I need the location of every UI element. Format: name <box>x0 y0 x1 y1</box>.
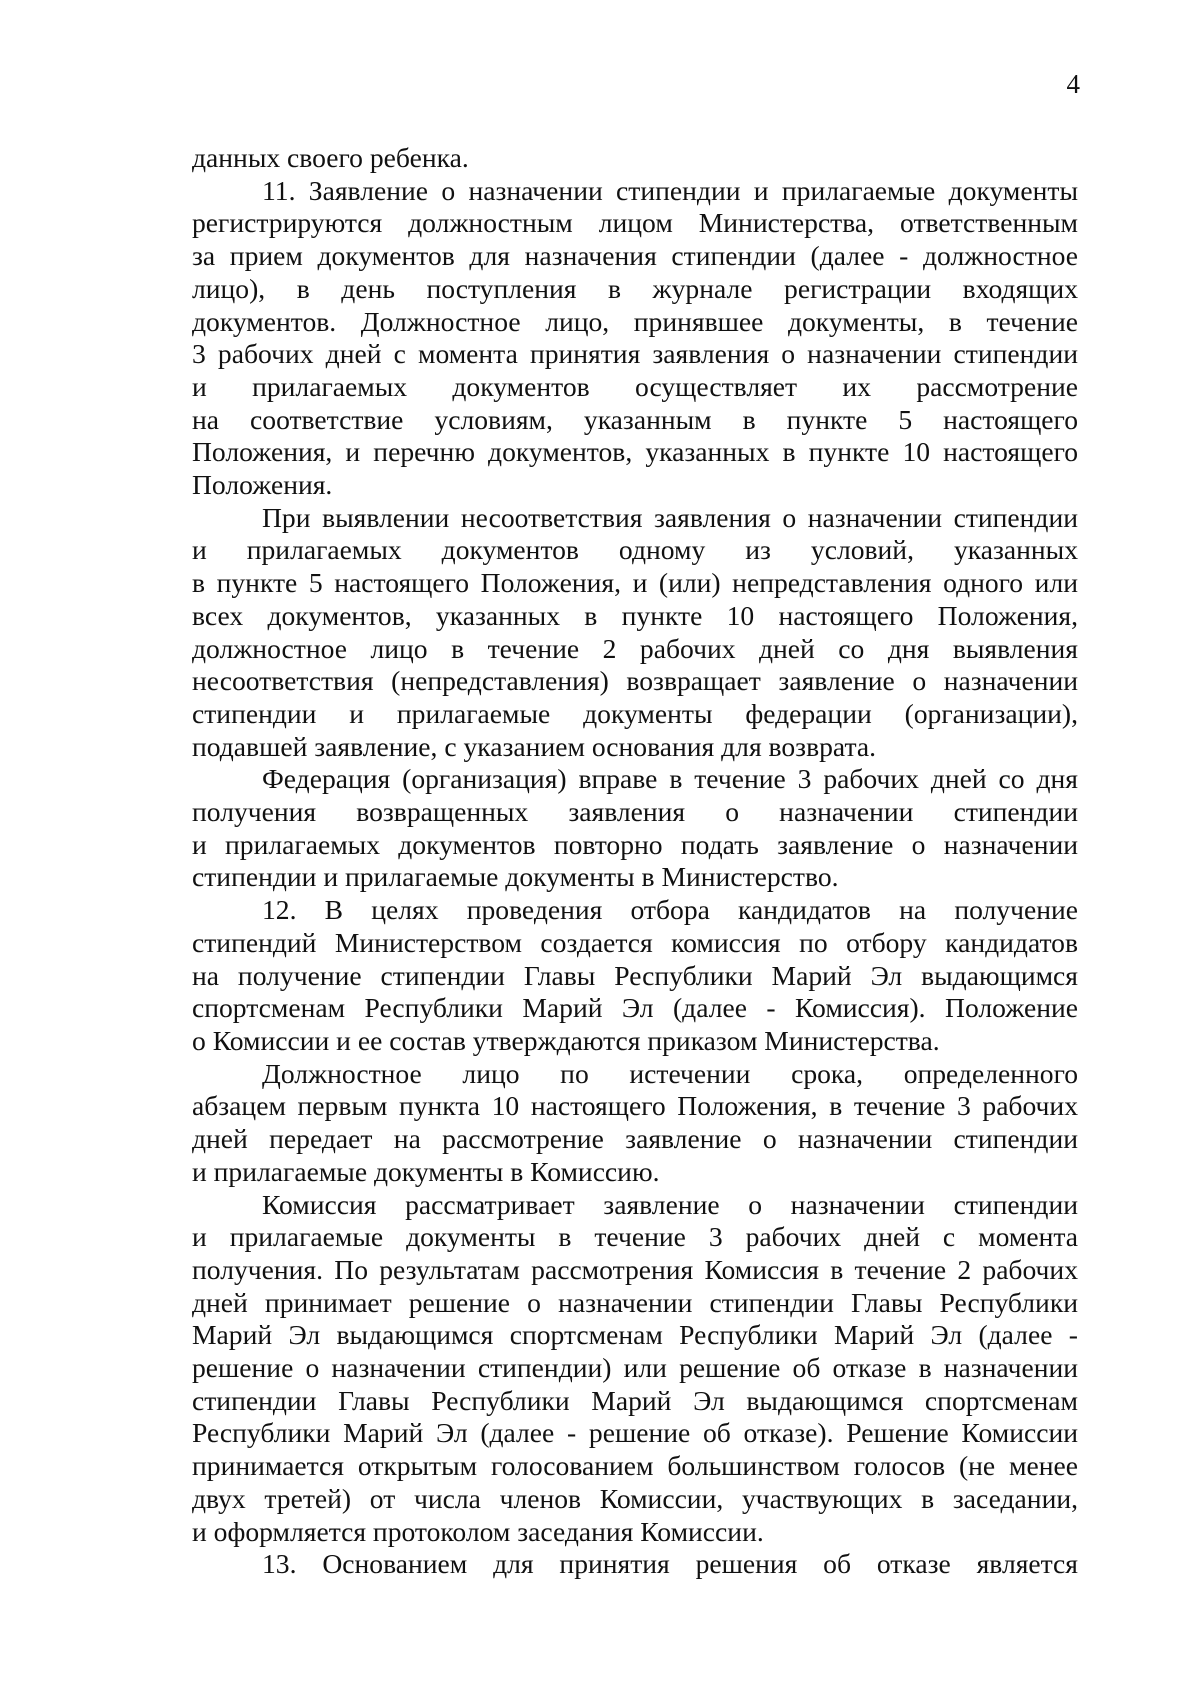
paragraph <box>192 763 1078 894</box>
text-line: дней принимает решение о назначении стипендии Главы Республики <box>192 1286 1078 1318</box>
text-line: регистрируются должностным лицом Министерства, ответственным <box>192 207 1078 239</box>
paragraph <box>192 1058 1078 1189</box>
text-line: 3 рабочих дней с момента принятия заявления о назначении стипендии <box>192 338 1078 370</box>
text-line: за прием документов для назначения стипендии (далее - должностное <box>192 240 1078 272</box>
text-line: и прилагаемые документы в Комиссию. <box>192 1155 660 1187</box>
text-line: стипендии и прилагаемые документы в Министерство. <box>192 861 839 893</box>
text-line: Марий Эл выдающимся спортсменам Республики Марий Эл (далее - <box>192 1319 1078 1351</box>
text-line: и прилагаемых документов повторно подать заявление о назначении <box>192 828 1078 860</box>
page-number: 4 <box>1066 69 1080 99</box>
text-line: двух третей) от числа членов Комиссии, участвующих в заседании, <box>192 1482 1078 1514</box>
text-line: данных своего ребенка. <box>192 142 469 173</box>
text-line: получения возвращенных заявления о назначении стипендии <box>192 796 1078 828</box>
paragraph <box>192 502 1078 764</box>
text-line: несоответствия (непредставления) возвращает заявление о назначении <box>192 665 1078 697</box>
document-body <box>192 142 1078 1581</box>
text-line: документов. Должностное лицо, принявшее документы, в течение <box>192 305 1078 337</box>
paragraph <box>192 142 1078 175</box>
text-line: и прилагаемых документов осуществляет их рассмотрение <box>192 370 1078 402</box>
text-line: стипендии Главы Республики Марий Эл выдающимся спортсменам <box>192 1384 1078 1416</box>
paragraph <box>192 894 1078 1058</box>
text-line: 13. Основанием для принятия решения об отказе является <box>262 1548 1078 1580</box>
text-line: на получение стипендии Главы Республики Марий Эл выдающимся <box>192 959 1078 991</box>
text-line: стипендии и прилагаемые документы федерации (организации), <box>192 697 1078 729</box>
text-line: должностное лицо в течение 2 рабочих дней со дня выявления <box>192 632 1078 664</box>
paragraph <box>192 1189 1078 1549</box>
text-line: Положения. <box>192 469 333 501</box>
text-line: на соответствие условиям, указанным в пункте 5 настоящего <box>192 403 1078 435</box>
paragraph <box>192 175 1078 502</box>
text-line: всех документов, указанных в пункте 10 настоящего Положения, <box>192 599 1078 631</box>
text-line: и прилагаемые документы в течение 3 рабочих дней с момента <box>192 1221 1078 1253</box>
text-line: и оформляется протоколом заседания Комиссии. <box>192 1515 764 1547</box>
text-line: и прилагаемых документов одному из условий, указанных <box>192 534 1078 566</box>
text-line: Республики Марий Эл (далее - решение об отказе). Решение Комиссии <box>192 1417 1078 1449</box>
text-line: Должностное лицо по истечении срока, определенного <box>262 1057 1078 1089</box>
text-line: подавшей заявление, с указанием основания для возврата. <box>192 730 876 762</box>
text-line: Комиссия рассматривает заявление о назначении стипендии <box>262 1188 1078 1220</box>
text-line: принимается открытым голосованием большинством голосов (не менее <box>192 1450 1078 1482</box>
text-line: Федерация (организация) вправе в течение 3 рабочих дней со дня <box>262 763 1078 795</box>
text-line: в пункте 5 настоящего Положения, и (или) непредставления одного или <box>192 567 1078 599</box>
text-line: дней передает на рассмотрение заявление о назначении стипендии <box>192 1123 1078 1155</box>
text-line: получения. По результатам рассмотрения Комиссия в течение 2 рабочих <box>192 1253 1078 1285</box>
text-line: стипендий Министерством создается комиссия по отбору кандидатов <box>192 926 1078 958</box>
paragraph <box>192 1548 1078 1581</box>
text-line: лицо), в день поступления в журнале регистрации входящих <box>192 272 1078 304</box>
text-line: о Комиссии и ее состав утверждаются приказом Министерства. <box>192 1024 940 1056</box>
text-line: решение о назначении стипендии) или решение об отказе в назначении <box>192 1352 1078 1384</box>
text-line: 11. Заявление о назначении стипендии и прилагаемые документы <box>262 174 1078 206</box>
text-line: При выявлении несоответствия заявления о назначении стипендии <box>262 501 1078 533</box>
text-line: Положения, и перечню документов, указанных в пункте 10 настоящего <box>192 436 1078 468</box>
text-line: абзацем первым пункта 10 настоящего Положения, в течение 3 рабочих <box>192 1090 1078 1122</box>
text-line: спортсменам Республики Марий Эл (далее - Комиссия). Положение <box>192 992 1078 1024</box>
text-line: 12. В целях проведения отбора кандидатов на получение <box>262 894 1078 926</box>
